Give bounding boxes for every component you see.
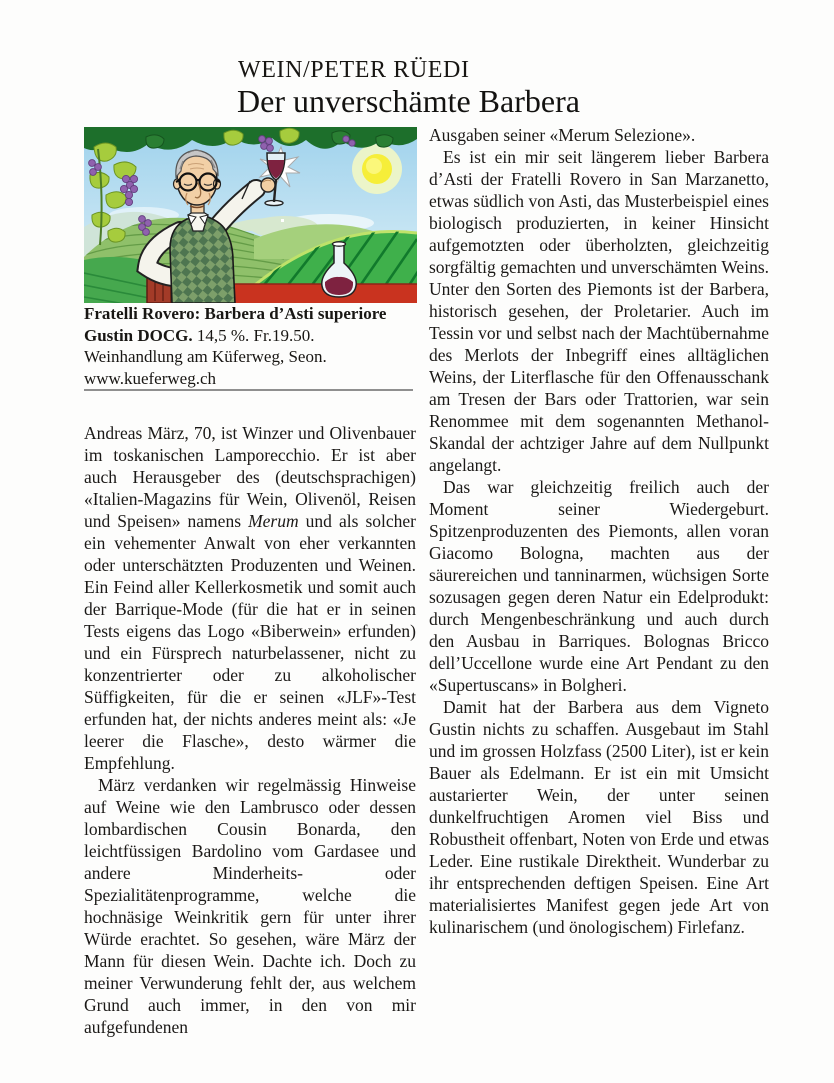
caption-details: 14,5 %. Fr.19.50. — [196, 325, 315, 345]
paragraph-4: Das war gleichzeitig freilich auch der Moment seiner Wiedergeburt. Spitzenproduzenten des Piemonts, allen voran Giacomo Bologna, machten aus der säurereichen und tanninarmen, wüchsigen Sorte sozusagen gegen deren Natur ein Edelprodukt: durch Mengenbeschränkung und auch durch den Ausbau in Barriques. Bolognas Bricco dell’Uccellone wurde eine Art Pendant zu den «Supertuscans» in Bolgheri. — [429, 477, 769, 695]
paragraph-5: Damit hat der Barbera aus dem Vigneto Gustin nichts zu schaffen. Ausgebaut im Stahl und im grossen Holzfass (2500 Liter), ist er kein Bauer als Edelmann. Er ist ein mit Umsicht austarierter Wein, der unter seinen dunkelfruchtigen Aromen viel Biss und Robustheit offenbart, Noten von Erde und etwas Leder. Eine rustikale Direktheit. Wunderbar zu ihr entsprechenden deftigen Speisen. Eine Art materialisiertes Manifest gegen jede Art von kulinarischem (und önologischem) Firlefanz. — [429, 697, 769, 937]
caption-divider — [84, 389, 413, 391]
wine-illustration-figure — [84, 127, 417, 303]
paragraph-2: März verdanken wir regelmässig Hinweise auf Weine wie den Lambrusco oder dessen lombardischen Cousin Bonarda, den leichtfüssigen Bardolino vom Gardasee und andere Minderheits- oder Spezialitätenprogramme, welche die hochnäsige Weinkritik gern für unter ihrer Würde erachtet. So gesehen, wäre März der Mann für diesen Wein. Dachte ich. Doch zu meiner Verwunderung fehlt der, aus welchem Grund auch immer, in den von mir aufgefundenen — [84, 775, 416, 1037]
paragraph-2-continued: Ausgaben seiner «Merum Selezione». — [429, 125, 696, 145]
paragraph-1: Andreas März, 70, ist Winzer und Olivenbauer im toskanischen Lamporecchio. Er ist aber auch Herausgeber des (deutschsprachigen) «Italien-Magazins für Wein, Olivenöl, Reisen und Speisen» namens Merum und als solcher ein vehementer Anwalt von eher verkannten oder unterschätzten Produzenten und Weinen. Ein Feind aller Kellerkosmetik und somit auch der Barrique-Mode (für die hat er in seinen Tests eigens das Logo «Biberwein» erfunden) und ein Fürsprech naturbelassener, nicht zu konzentrierter oder zu alkoholischer Süffigkeiten, für die er seinen «JLF»-Test erfunden hat, der nichts anderes meint als: «Je leerer die Flasche», desto wärmer die Empfehlung. — [84, 423, 416, 773]
wine-illustration — [84, 127, 417, 303]
article-kicker: WEIN/PETER RÜEDI — [238, 57, 470, 83]
figure-caption — [84, 303, 417, 389]
article-title: Der unverschämte Barbera — [237, 83, 580, 119]
caption-product: Fratelli Rovero: Barbera d’Asti superiore Gustin DOCG. — [84, 304, 387, 345]
caption-product-line — [84, 303, 417, 346]
right-column — [429, 124, 769, 938]
caption-merchant: Weinhandlung am Küferweg, Seon. — [84, 347, 327, 366]
left-column — [84, 422, 416, 1038]
paragraph-3: Es ist ein mir seit längerem lieber Barbera d’Asti der Fratelli Rovero in San Marzanetto, etwas südlich von Asti, das Musterbeispiel eines biologisch produzierten, in keiner Hinsicht aufgemotzten oder überholzten, gleichzeitig sorgfältig gemachten und unverschämten Weins. Unter den Sorten des Piemonts ist der Barbera, historisch gesehen, der Proletarier. Auch im Tessin vor und selbst nach der Machtübernahme des Merlots der Inbegriff eines alltäglichen Weins, der Literflasche für den Offenausschank am Tresen der Bars oder Trattorien, war sein Renommee mit dem sogenannten Methanol-Skandal der achtziger Jahre auf dem Nullpunkt angelangt. — [429, 147, 769, 475]
caption-url: www.kueferweg.ch — [84, 368, 217, 388]
